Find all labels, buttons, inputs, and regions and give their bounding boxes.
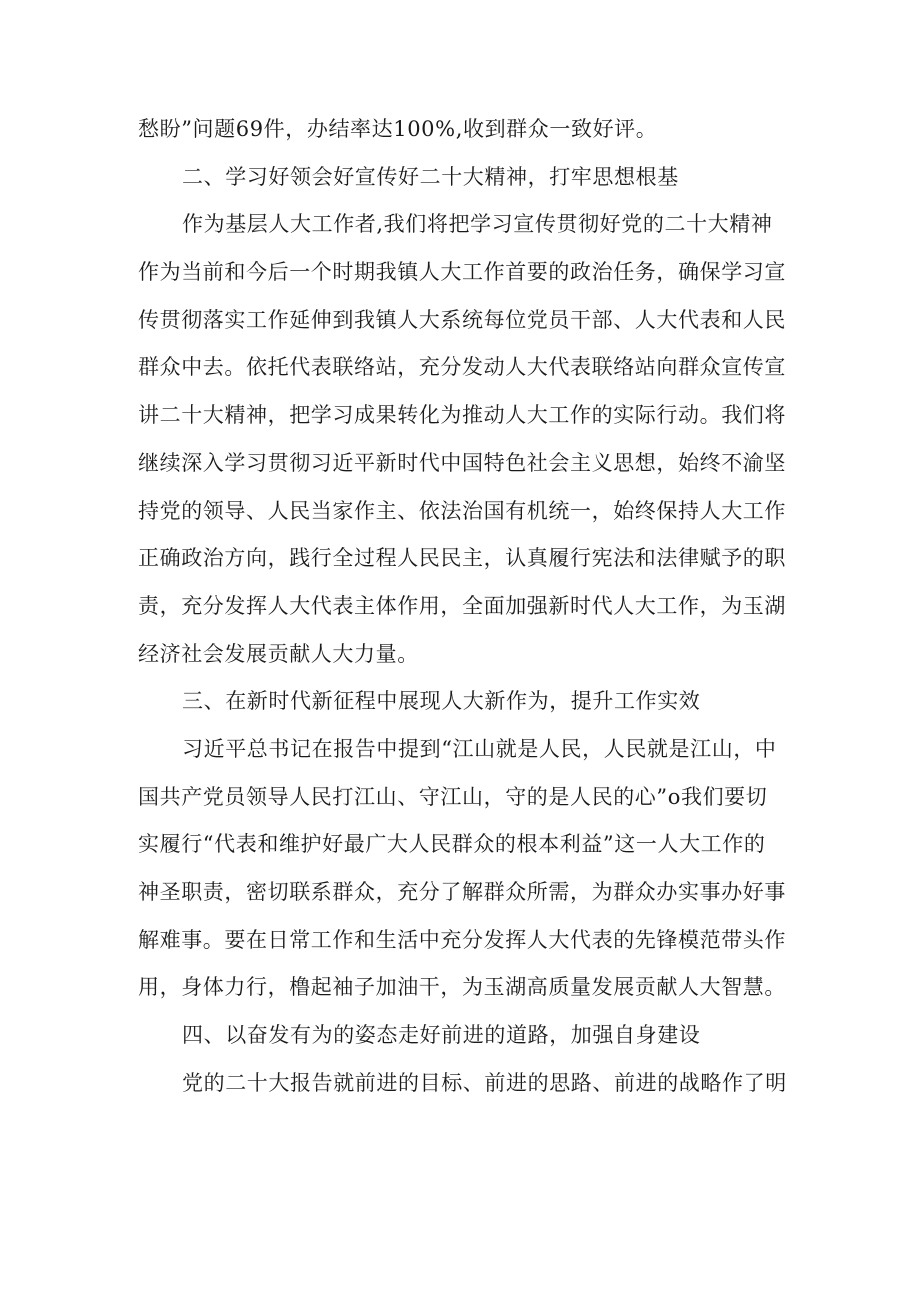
paragraph-continuation	[138, 106, 783, 154]
text-line: 继续深入学习贯彻习近平新时代中国特色社会主义思想，始终不渝坚	[138, 450, 786, 475]
text-line: 正确政治方向，践行全过程人民民主，认真履行宪法和法律赋予的职	[138, 546, 786, 571]
heading-line: 三、在新时代新征程中展现人大新作为，提升工作实效	[182, 689, 701, 714]
text-line: 持党的领导、人民当家作主、依法治国有机统一，始终保持人大工作	[138, 498, 786, 523]
text-line: 群众中去。依托代表联络站，充分发动人大代表联络站向群众宣传宣	[138, 355, 786, 380]
text-line: 作为基层人大工作者,我们将把学习宣传贯彻好党的二十大精神	[182, 212, 773, 237]
section-heading-2	[138, 154, 783, 202]
section-heading-4	[138, 1012, 783, 1060]
text-line: 讲二十大精神，把学习成果转化为推动人大工作的实际行动。我们将	[138, 403, 786, 428]
text-line: 解难事。要在日常工作和生活中充分发挥人大代表的先锋模范带头作	[138, 927, 786, 952]
text-line: 作为当前和今后一个时期我镇人大工作首要的政治任务，确保学习宣	[138, 260, 786, 285]
paragraph-section-2	[138, 201, 786, 678]
section-heading-3	[138, 678, 783, 726]
text-line: 党的二十大报告就前进的目标、前进的思路、前进的战略作了明	[182, 1070, 787, 1095]
text-line: 责，充分发挥人大代表主体作用，全面加强新时代人大工作，为玉湖	[138, 593, 786, 618]
text-line: 经济社会发展贡献人大力量。	[138, 641, 419, 666]
text-line: 用，身体力行，橹起袖子加油干，为玉湖高质量发展贡献人大智慧。	[138, 975, 786, 1000]
heading-line: 二、学习好领会好宣传好二十大精神，打牢思想根基	[182, 164, 679, 189]
paragraph-section-4	[138, 1060, 787, 1108]
text-line: 习近平总书记在报告中提到“江山就是人民，人民就是江山，中	[182, 736, 777, 761]
paragraph-section-3	[138, 726, 786, 1012]
text-line: 神圣职责，密切联系群众，充分了解群众所需，为群众办实事办好事	[138, 880, 786, 904]
text-line: 实履行“代表和维护好最广大人民群众的根本利益”这一人大工作的	[138, 832, 766, 857]
heading-line: 四、以奋发有为的姿态走好前进的道路，加强自身建设	[182, 1023, 701, 1048]
text-line: 愁盼”问题69件，办结率达100%,收到群众一致好评。	[138, 117, 658, 141]
text-line: 传贯彻落实工作延伸到我镇人大系统每位党员干部、人大代表和人民	[138, 307, 786, 332]
document-body	[138, 106, 787, 1107]
text-line: 国共产党员领导人民打江山、守江山，守的是人民的心”o我们要切	[138, 784, 768, 809]
